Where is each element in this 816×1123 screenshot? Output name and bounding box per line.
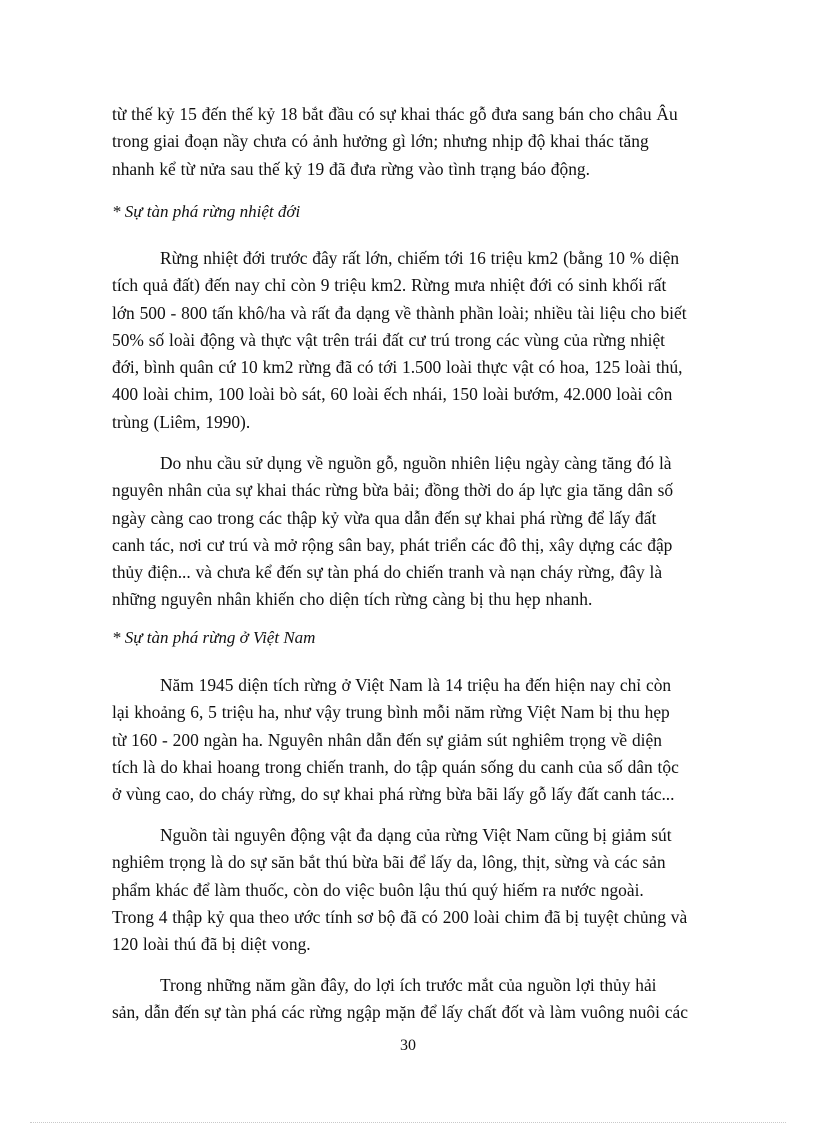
- page-number: 30: [400, 1037, 416, 1054]
- text-line: ở vùng cao, do cháy rừng, do sự khai phá rừng bừa bãi lấy gỗ lấy đất canh tác...: [112, 784, 675, 805]
- text-line: nghiêm trọng là do sự săn bắt thú bừa bãi để lấy da, lông, thịt, sừng và các sản: [112, 852, 666, 873]
- text-line: những nguyên nhân khiến cho diện tích rừng càng bị thu hẹp nhanh.: [112, 589, 593, 610]
- text-line: 50% số loài động và thực vật trên trái đất cư trú trong các vùng của rừng nhiệt: [112, 329, 666, 350]
- text-line: nguyên nhân của sự khai thác rừng bừa bải; đồng thời do áp lực gia tăng dân số: [112, 480, 674, 501]
- text-line: Năm 1945 diện tích rừng ở Việt Nam là 14 triệu ha đến hiện nay chỉ còn: [160, 675, 672, 695]
- text-line: Trong 4 thập kỷ qua theo ước tính sơ bộ đã có 200 loài chim đã bị tuyệt chủng và: [112, 906, 688, 927]
- text-line: Trong những năm gần đây, do lợi ích trước mắt của nguồn lợi thủy hải: [160, 975, 657, 995]
- text-line: lớn 500 - 800 tấn khô/ha và rất đa dạng về thành phần loài; nhiều tài liệu cho biết: [112, 302, 687, 323]
- text-line: thủy điện... và chưa kể đến sự tàn phá do chiến tranh và nạn cháy rừng, đây là: [112, 562, 663, 583]
- section-heading-tropical: * Sự tàn phá rừng nhiệt đới: [112, 202, 301, 221]
- section-heading-vietnam: * Sự tàn phá rừng ở Việt Nam: [112, 628, 316, 647]
- paragraph-tropical-1: [112, 245, 727, 436]
- text-line: lại khoảng 6, 5 triệu ha, như vậy trung bình mỗi năm rừng Việt Nam bị thu hẹp: [112, 702, 670, 723]
- text-line: trùng (Liêm, 1990).: [112, 411, 251, 432]
- text-line: 120 loài thú đã bị diệt vong.: [112, 934, 311, 955]
- text-line: sản, dẫn đến sự tàn phá các rừng ngập mặn để lấy chất đốt và làm vuông nuôi các: [112, 1002, 688, 1023]
- paragraph-vietnam-2: [112, 822, 727, 958]
- paragraph-intro: [112, 101, 727, 183]
- text-line: từ 160 - 200 ngàn ha. Nguyên nhân dẫn đến sự giảm sút nghiêm trọng về diện: [112, 729, 662, 750]
- text-line: Rừng nhiệt đới trước đây rất lớn, chiếm tới 16 triệu km2 (bằng 10 % diện: [160, 248, 680, 268]
- text-line: nhanh kể từ nửa sau thế kỷ 19 đã đưa rừng vào tình trạng báo động.: [112, 158, 590, 179]
- text-line: 400 loài chim, 100 loài bò sát, 60 loài ếch nhái, 150 loài bướm, 42.000 loài côn: [112, 384, 673, 405]
- text-line: phẩm khác để làm thuốc, còn do việc buôn lậu thú quý hiếm ra nước ngoài.: [112, 879, 644, 900]
- text-line: tích quả đất) đến nay chỉ còn 9 triệu km2. Rừng mưa nhiệt đới có sinh khối rất: [112, 275, 667, 296]
- text-line: Nguồn tài nguyên động vật đa dạng của rừng Việt Nam cũng bị giảm sút: [160, 825, 672, 845]
- paragraph-vietnam-1: [112, 672, 727, 808]
- text-line: đới, bình quân cứ 10 km2 rừng đã có tới 1.500 loài thực vật có hoa, 125 loài thú,: [112, 357, 683, 378]
- text-line: ngày càng cao trong các thập kỷ vừa qua dẫn đến sự khai phá rừng để lấy đất: [112, 507, 657, 528]
- paragraph-vietnam-3: [112, 972, 727, 1027]
- text-line: Do nhu cầu sử dụng về nguồn gỗ, nguồn nhiên liệu ngày càng tăng đó là: [160, 453, 672, 473]
- text-line: canh tác, nơi cư trú và mở rộng sân bay, phát triển các đô thị, xây dựng các đập: [112, 534, 673, 555]
- text-line: trong giai đoạn nầy chưa có ảnh hưởng gì lớn; nhưng nhịp độ khai thác tăng: [112, 131, 649, 152]
- text-line: từ thế kỷ 15 đến thế kỷ 18 bắt đầu có sự khai thác gỗ đưa sang bán cho châu Âu: [112, 104, 678, 124]
- paragraph-tropical-2: [112, 450, 727, 614]
- text-line: tích là do khai hoang trong chiến tranh, do tập quán sống du canh của số dân tộc: [112, 756, 679, 777]
